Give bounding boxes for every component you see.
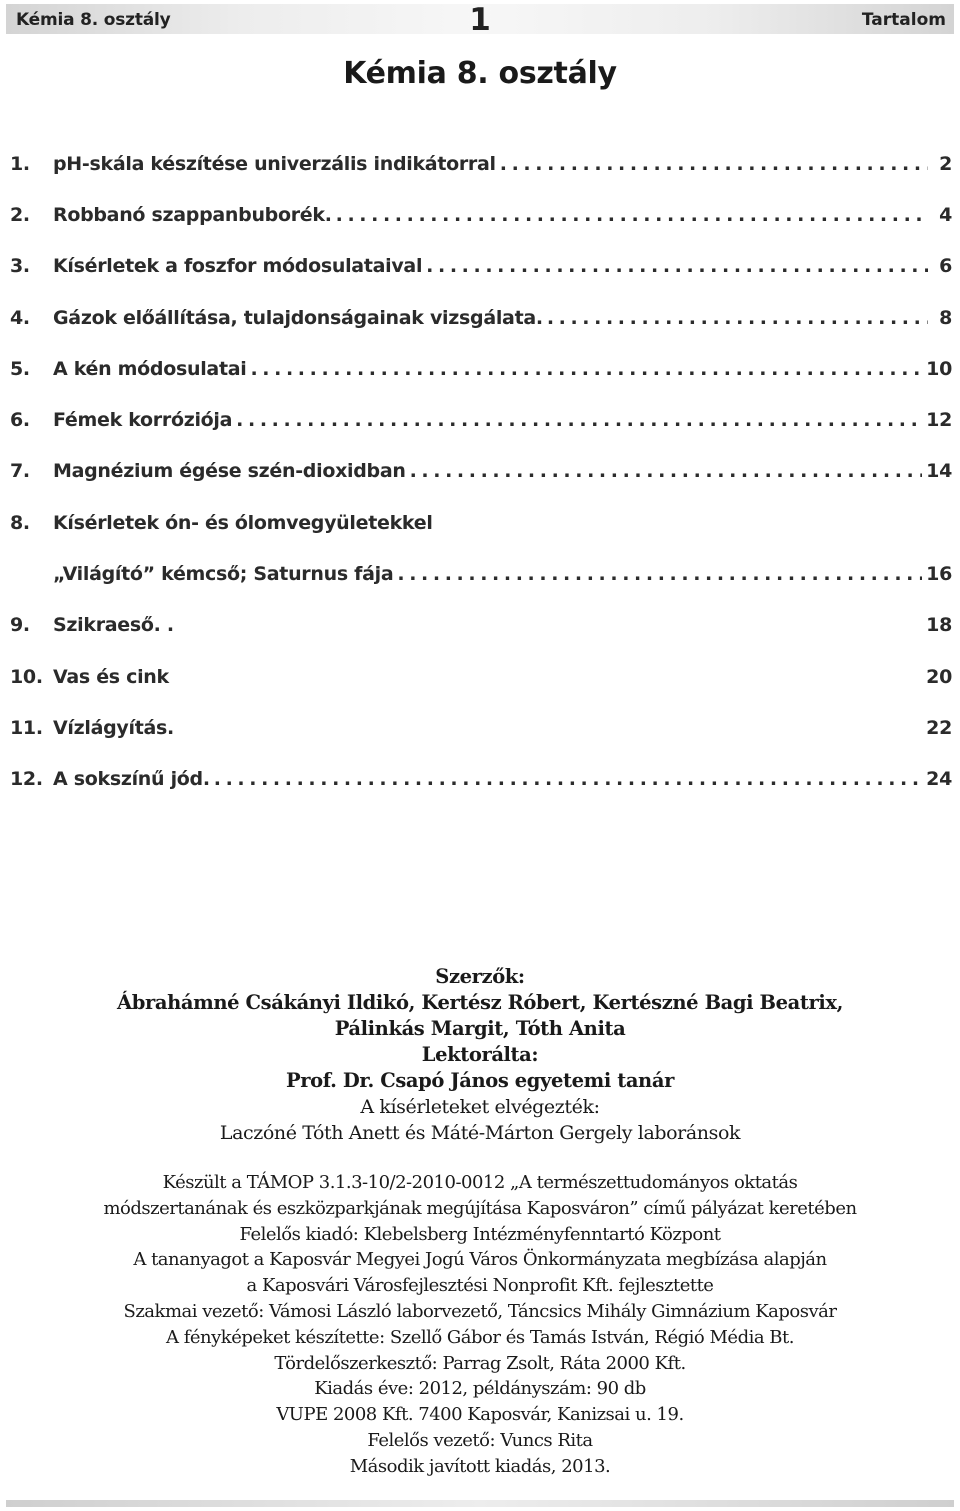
imprint bbox=[0, 1170, 960, 1480]
toc-entry[interactable] bbox=[10, 754, 952, 805]
toc-entry-number: 2. bbox=[10, 203, 30, 226]
toc-entry[interactable] bbox=[10, 189, 952, 240]
toc-entry-title: A kén módosulatai bbox=[53, 357, 247, 380]
imprint-line: Szakmai vezető: Vámosi László laborvezető, Táncsics Mihály Gimnázium Kaposvár bbox=[123, 1300, 837, 1322]
toc-leader-dots bbox=[410, 460, 923, 482]
toc-entry[interactable] bbox=[10, 600, 952, 651]
imprint-line: A tananyagot a Kaposvár Megyei Jogú Város Önkormányzata megbízása alapján bbox=[133, 1249, 827, 1271]
imprint-line: Második javított kiadás, 2013. bbox=[349, 1455, 611, 1477]
toc-entry[interactable] bbox=[10, 702, 952, 753]
toc-entry-title: Kísérletek a foszfor módosulataival bbox=[53, 255, 423, 278]
toc-entry-title: Vízlágyítás. bbox=[53, 716, 174, 739]
imprint-line: a Kaposvári Városfejlesztési Nonprofit Kft. fejlesztette bbox=[246, 1275, 714, 1297]
toc-entry-number: 5. bbox=[10, 357, 30, 380]
toc-entry-title: Kísérletek ón- és ólomvegyületekkel bbox=[53, 511, 433, 534]
toc-leader-dots bbox=[250, 358, 922, 380]
toc-entry-page: 12 bbox=[926, 409, 952, 432]
reviewer-name: Prof. Dr. Csapó János egyetemi tanár bbox=[286, 1069, 674, 1092]
imprint-line: Készült a TÁMOP 3.1.3-10/2-2010-0012 „A természettudományos oktatás bbox=[162, 1172, 798, 1193]
toc-entry-title: „Világító” kémcső; Saturnus fája bbox=[53, 563, 394, 586]
toc-leader-dots bbox=[236, 409, 922, 431]
toc-entry-number: 12. bbox=[10, 768, 43, 791]
toc-entry-number: 10. bbox=[10, 665, 43, 688]
header-book-title: Kémia 8. osztály bbox=[16, 10, 171, 30]
toc-entry-number: 9. bbox=[10, 614, 30, 637]
toc-entry-number: 3. bbox=[10, 255, 30, 278]
toc-entry-title: pH-skála készítése univerzális indikátorral bbox=[53, 152, 496, 175]
imprint-line: A fényképeket készítette: Szellő Gábor és Tamás István, Régió Média Bt. bbox=[166, 1326, 794, 1348]
toc-entry-page: 24 bbox=[926, 768, 952, 791]
toc-entry[interactable] bbox=[10, 651, 952, 702]
toc-leader-dots bbox=[336, 204, 928, 226]
toc-leader-dots bbox=[397, 563, 922, 585]
toc-entry-title: Magnézium égése szén-dioxidban bbox=[53, 460, 406, 483]
toc-entry-title: A sokszínű jód. bbox=[53, 768, 210, 791]
toc-entry-number: 11. bbox=[10, 716, 43, 739]
reviewer-label: Lektorálta: bbox=[421, 1043, 539, 1066]
toc-entry-title: Gázok előállítása, tulajdonságainak vizsgálata. bbox=[53, 306, 543, 329]
toc-entry-continued[interactable] bbox=[10, 548, 952, 599]
toc-entry[interactable] bbox=[10, 138, 952, 189]
imprint-line: Felelős kiadó: Klebelsberg Intézményfenntartó Központ bbox=[239, 1223, 721, 1245]
toc-entry[interactable] bbox=[10, 446, 952, 497]
toc-entry-page: 20 bbox=[926, 665, 952, 688]
toc-entry[interactable] bbox=[10, 292, 952, 343]
toc-entry-number: 1. bbox=[10, 152, 30, 175]
credits bbox=[0, 964, 960, 1146]
toc-entry[interactable] bbox=[10, 394, 952, 445]
page-header bbox=[6, 2, 954, 38]
toc-entry-title: Vas és cink bbox=[53, 665, 169, 688]
toc-entry-page: 8 bbox=[939, 306, 952, 329]
toc-entry-page: 6 bbox=[939, 255, 952, 278]
toc-entry-number: 8. bbox=[10, 511, 30, 534]
toc-entry-title: Szikraeső. . bbox=[53, 614, 174, 637]
toc-entry[interactable] bbox=[10, 343, 952, 394]
authors-line: Ábrahámné Csákányi Ildikó, Kertész Róbert, Kertészné Bagi Beatrix, bbox=[117, 991, 843, 1014]
header-section: Tartalom bbox=[861, 10, 946, 30]
toc-entry-page: 2 bbox=[939, 152, 952, 175]
toc-entry-page: 18 bbox=[926, 614, 952, 637]
imprint-line: Felelős vezető: Vuncs Rita bbox=[367, 1429, 593, 1451]
imprint-line: Kiadás éve: 2012, példányszám: 90 db bbox=[314, 1378, 646, 1400]
page-title: Kémia 8. osztály bbox=[343, 56, 617, 91]
toc-entry-title: Robbanó szappanbuborék. bbox=[53, 203, 332, 226]
toc-entry-page: 22 bbox=[926, 716, 952, 739]
imprint-line: módszertanának és eszközparkjának megújítása Kaposváron” című pályázat keretében bbox=[103, 1197, 857, 1219]
toc-leader-dots bbox=[500, 153, 928, 175]
toc-entry-page: 16 bbox=[926, 563, 952, 586]
authors-line: Pálinkás Margit, Tóth Anita bbox=[334, 1017, 626, 1040]
header-page-number: 1 bbox=[469, 2, 491, 38]
toc-entry[interactable] bbox=[10, 241, 952, 292]
performers-label: A kísérleteket elvégezték: bbox=[360, 1096, 600, 1118]
imprint-line: VUPE 2008 Kft. 7400 Kaposvár, Kanizsai u. 19. bbox=[276, 1404, 684, 1426]
performers-names: Laczóné Tóth Anett és Máté-Márton Gergely laboránsok bbox=[219, 1122, 741, 1144]
toc-entry-page: 14 bbox=[926, 460, 952, 483]
imprint-line: Tördelőszerkesztő: Parrag Zsolt, Ráta 2000 Kft. bbox=[274, 1352, 686, 1374]
toc-entry-number: 7. bbox=[10, 460, 30, 483]
toc-leader-dots bbox=[547, 307, 928, 329]
toc-entry[interactable] bbox=[10, 497, 952, 548]
toc-entry-number: 4. bbox=[10, 306, 30, 329]
toc-leader-dots bbox=[214, 768, 922, 790]
toc-leader-dots bbox=[426, 255, 928, 277]
authors-label: Szerzők: bbox=[435, 965, 525, 988]
toc-entry-page: 4 bbox=[939, 203, 952, 226]
page-footer-band bbox=[6, 1500, 954, 1507]
toc-entry-page: 10 bbox=[926, 357, 952, 380]
toc-entry-title: Fémek korróziója bbox=[53, 409, 233, 432]
table-of-contents bbox=[10, 138, 952, 805]
toc-entry-number: 6. bbox=[10, 409, 30, 432]
